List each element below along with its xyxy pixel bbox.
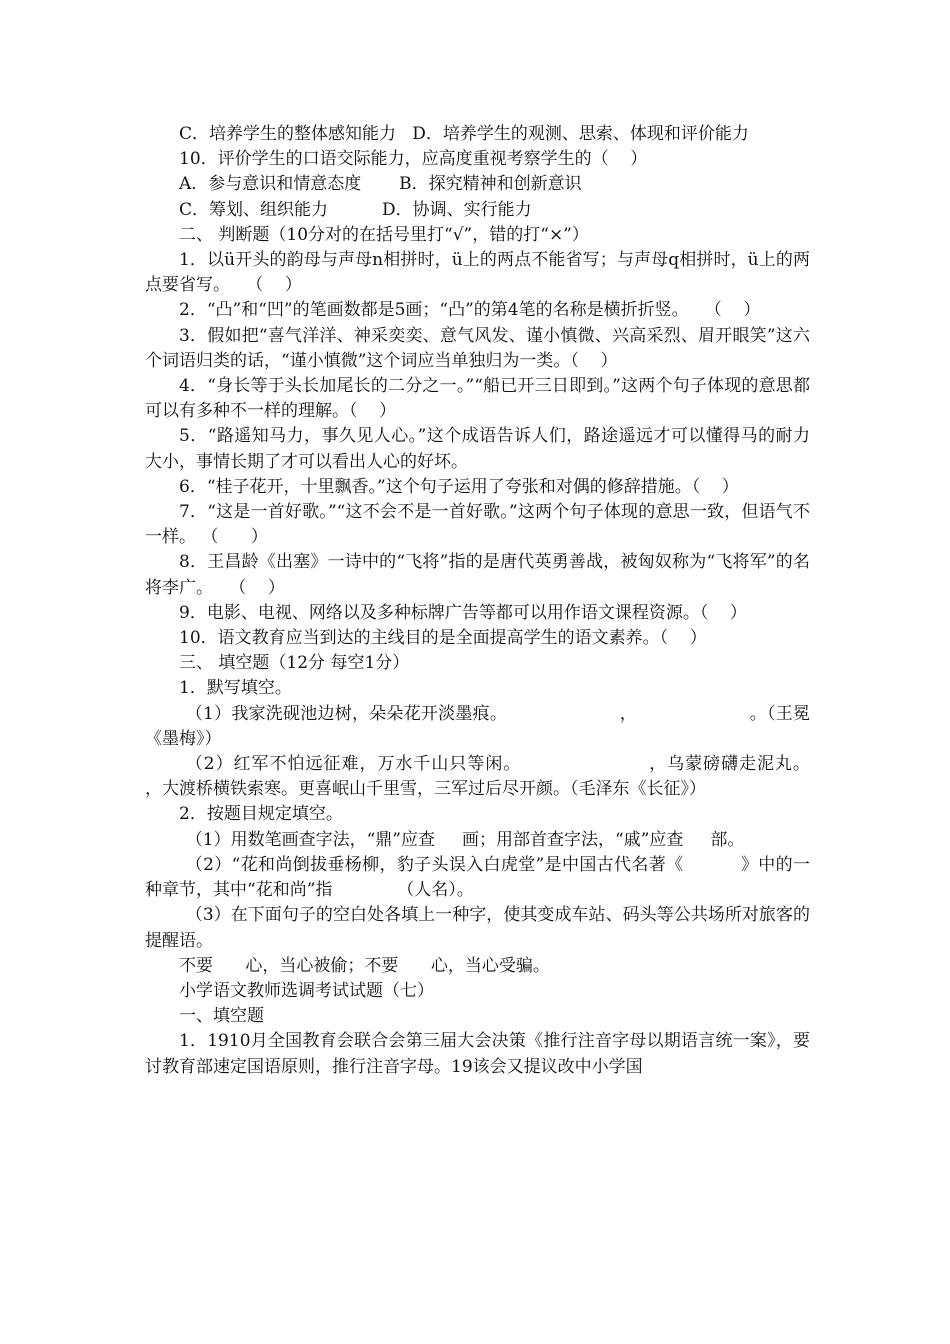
- fill-in-item-1-1: （1）我家洗砚池边树，朵朵花开淡墨痕。 ， 。（王冕《墨梅》）: [145, 703, 810, 749]
- judgement-item-7: 7．“这是一首好歌。”“这不会不是一首好歌。”这两个句子体现的意思一致，但语气不一样。 （ ）: [145, 502, 810, 548]
- question-10: 10．评价学生的口语交际能力，应高度重视考察学生的（ ）: [179, 149, 648, 170]
- judgement-item-1: 1．以ü开头的韵母与声母n相拼时，ü上的两点不能省写；与声母q相拼时，ü上的两点要省写。 （ ）: [145, 250, 810, 296]
- section-heading-fill-blank: 一、填空题: [179, 1006, 264, 1027]
- document-body: [145, 122, 919, 1080]
- judgement-item-8: 8．王昌龄《出塞》一诗中的“飞将”指的是唐代英勇善战，被匈奴称为“飞将军”的名将李广。 （ ）: [145, 552, 810, 598]
- fill-in-item-2: 2．按题目规定填空。: [179, 804, 343, 825]
- fill-in-item-2-1: （1）用数笔画查字法，“鼎”应查 画；用部首查字法，“戚”应查 部。: [185, 829, 745, 850]
- fill-in-item-1-2: （2）红军不怕远征难，万水千山只等闲。 ，乌蒙磅礴走泥丸。 ，大渡桥横铁索寒。更喜岷山千里雪，三军过后尽开颜。（毛泽东《长征》）: [145, 754, 919, 800]
- fill-in-item-2-3: （3）在下面句子的空白处各填上一种字，使其变成车站、码头等公共场所对旅客的提醒语。: [145, 905, 810, 951]
- fill-in-item-2-2: （2）“花和尚倒拔垂杨柳，豹子头误入白虎堂”是中国古代名著《 》中的一种章节，其中“花和尚”指 （人名）。: [145, 854, 810, 901]
- judgement-item-6: 6．“桂子花开，十里飘香。”这个句子运用了夸张和对偶的修辞措施。（ ）: [179, 476, 739, 497]
- fill-in-item-1: 1．默写填空。: [179, 678, 292, 699]
- choice-option-c-d-2: C．筹划、组织能力 D．协调、实行能力: [179, 199, 532, 220]
- judgement-item-4: 4．“身长等于头长加尾长的二分之一。”“船已开三日即到。”这两个句子体现的意思都可以有多种不一样的理解。（ ）: [145, 376, 810, 422]
- judgement-item-3: 3．假如把“喜气洋洋、神采奕奕、意气风发、谨小慎微、兴高采烈、眉开眼笑”这六个词语归类的话，“谨小慎微”这个词应当单独归为一类。（ ）: [145, 325, 810, 371]
- fill-in-item-2-3-line: 不要 心，当心被偷；不要 心，当心受骗。: [179, 955, 550, 976]
- judgement-item-10: 10．语文教育应当到达的主线目的是全面提高学生的语文素养。（ ）: [179, 628, 707, 649]
- exam-title: 小学语文教师选调考试试题（七）: [179, 980, 434, 1001]
- judgement-item-2: 2．“凸”和“凹”的笔画数都是5画；“凸”的第4笔的名称是横折折竖。 （ ）: [179, 300, 761, 321]
- section-heading-fill-in: 三、 填空题（12分 每空1分）: [179, 653, 410, 674]
- choice-option-c-d: C．培养学生的整体感知能力 D．培养学生的观测、思索、体现和评价能力: [179, 124, 749, 144]
- choice-option-a-b: A．参与意识和情意态度 B．探究精神和创新意识: [179, 174, 582, 195]
- section-heading-judgement: 二、 判断题（10分对的在括号里打“√”，错的打“×”）: [179, 224, 589, 245]
- judgement-item-9: 9．电影、电视、网络以及多种标牌广告等都可以用作语文课程资源。（ ）: [179, 602, 747, 623]
- judgement-item-5: 5．“路遥知马力，事久见人心。”这个成语告诉人们，路途遥远才可以懂得马的耐力大小，事情长期了才可以看出人心的好坏。: [145, 426, 810, 472]
- fill-blank-item-1: 1．1910月全国教育会联合会第三届大会决策《推行注音字母以期语言统一案》，要讨教育部速定国语原则，推行注音字母。19该会又提议改中小学国: [145, 1031, 810, 1077]
